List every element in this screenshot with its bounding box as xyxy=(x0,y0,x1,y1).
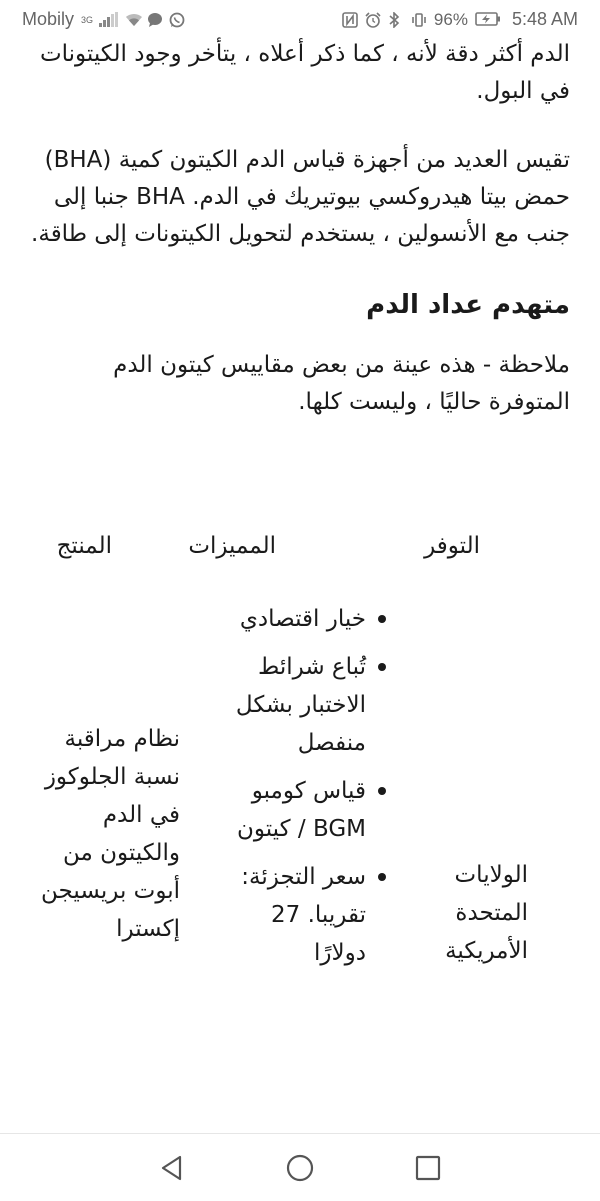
nfc-icon xyxy=(342,12,358,28)
whatsapp-icon xyxy=(169,12,185,28)
status-left xyxy=(22,9,185,30)
article-content xyxy=(30,40,570,421)
battery-icon xyxy=(475,12,501,28)
battery-percentage: 96% xyxy=(433,9,468,29)
status-right xyxy=(342,9,578,30)
header-product: المنتج xyxy=(56,533,112,559)
signal-icon xyxy=(99,12,119,28)
bluetooth-icon xyxy=(388,12,404,28)
navigation-bar xyxy=(0,1133,600,1201)
note-paragraph: ملاحظة - هذه عينة من بعض مقاييس كيتون الدم المتوفرة حاليًا ، وليست كلها. xyxy=(113,352,570,415)
carrier-name: Mobily xyxy=(22,9,75,29)
alarm-icon xyxy=(365,12,381,28)
cell-product: نظام مراقبة نسبة الجلوكوز في الدم والكيتون من أبوت بريسيجن إكسترا xyxy=(41,726,180,942)
wifi-icon xyxy=(125,12,141,28)
recents-button[interactable] xyxy=(414,1154,442,1182)
paragraph-bha: تقيس العديد من أجهزة قياس الدم الكيتون كمية (BHA) حمض بيتا هيدروكسي بيوتيريك في الدم. BHA جنبا إلى جنب مع الأنسولين ، يستخدم لتحويل الكيتونات إلى طاقة. xyxy=(31,147,570,247)
cell-features xyxy=(224,600,384,982)
home-button[interactable] xyxy=(286,1154,314,1182)
feature-item: سعر التجزئة: تقريبا. 27 دولارًا xyxy=(224,858,366,972)
meters-table xyxy=(0,530,600,1130)
section-heading: متهدم عداد الدم xyxy=(366,290,570,320)
network-type: 3G xyxy=(81,14,94,25)
feature-item: قياس كومبو BGM / كيتون xyxy=(224,772,366,848)
paragraph-urine-ketones: الدم أكثر دقة لأنه ، كما ذكر أعلاه ، يتأخر وجود الكيتونات في البول. xyxy=(39,41,570,104)
home-icon xyxy=(286,1154,314,1182)
feature-item: تُباع شرائط الاختبار بشكل منفصل xyxy=(224,648,366,762)
clock-time: 5:48 AM xyxy=(511,9,578,29)
vibrate-icon xyxy=(411,12,427,28)
features-list xyxy=(224,600,384,972)
back-icon xyxy=(158,1154,186,1182)
recents-icon xyxy=(414,1154,442,1182)
back-button[interactable] xyxy=(158,1154,186,1182)
feature-item: خيار اقتصادي xyxy=(224,600,366,638)
cell-availability: الولايات المتحدة الأمريكية xyxy=(445,862,528,964)
message-icon xyxy=(147,12,163,28)
status-bar xyxy=(0,0,600,40)
header-availability: التوفر xyxy=(424,533,480,559)
header-features: المميزات xyxy=(188,533,276,559)
